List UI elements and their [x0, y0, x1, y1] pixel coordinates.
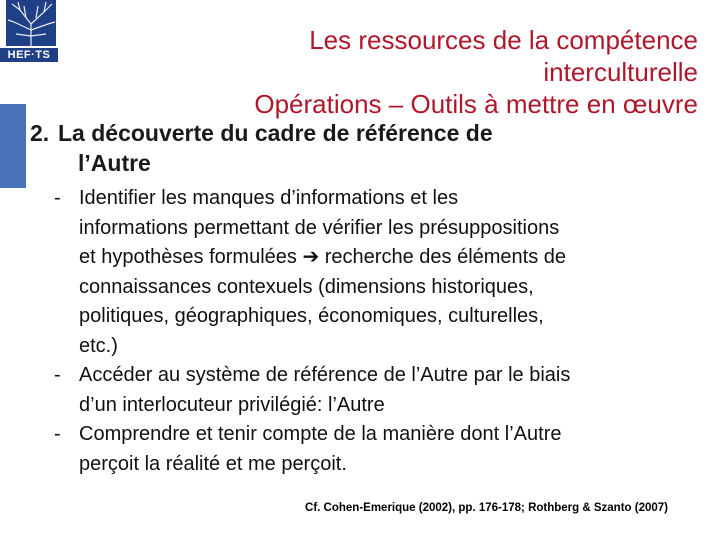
bullet-item — [42, 184, 682, 361]
logo-tree-icon — [6, 0, 56, 46]
bullet-line: Accéder au système de référence de l’Autre par le biais — [79, 364, 571, 386]
bullet-line: Comprendre et tenir compte de la manière dont l’Autre — [79, 423, 562, 445]
heading-line-1 — [30, 118, 670, 148]
title-line-3: Opérations – Outils à mettre en œuvre — [254, 89, 698, 119]
bullet-line: perçoit la réalité et me perçoit. — [79, 452, 347, 475]
bullet-line: informations permettant de vérifier les présuppositions — [79, 216, 560, 239]
bullet-line: d’un interlocuteur privilégié: l’Autre — [79, 393, 385, 416]
bullet-item — [42, 361, 682, 420]
bullet-marker: - — [54, 364, 61, 386]
bullet-line: etc.) — [79, 334, 118, 357]
bullet-marker: - — [54, 187, 61, 209]
bullet-marker: - — [54, 423, 61, 445]
hefts-logo — [0, 0, 58, 62]
citation: Cf. Cohen-Emerique (2002), pp. 176-178; Rothberg & Szanto (2007) — [305, 502, 668, 514]
title-line-2: interculturelle — [543, 57, 698, 87]
heading-text-2: l’Autre — [78, 150, 151, 176]
bullet-line: Identifier les manques d’informations et les — [79, 187, 459, 209]
logo-text: HEF·TS — [0, 48, 58, 62]
slide-title — [138, 24, 698, 120]
bullet-line: politiques, géographiques, économiques, culturelles, — [79, 305, 544, 327]
bullet-list — [42, 184, 682, 479]
heading-number: 2. — [30, 120, 50, 146]
section-heading — [30, 118, 670, 178]
bullet-line: connaissances contexuels (dimensions historiques, — [79, 275, 534, 298]
bullet-item — [42, 420, 682, 479]
heading-text-1: La découverte du cadre de référence de — [58, 120, 493, 146]
title-line-1: Les ressources de la compétence — [309, 25, 698, 55]
logo-emblem — [6, 0, 56, 46]
side-accent-bar — [0, 104, 26, 188]
bullet-line: et hypothèses formulées ➔ recherche des éléments de — [79, 246, 567, 268]
